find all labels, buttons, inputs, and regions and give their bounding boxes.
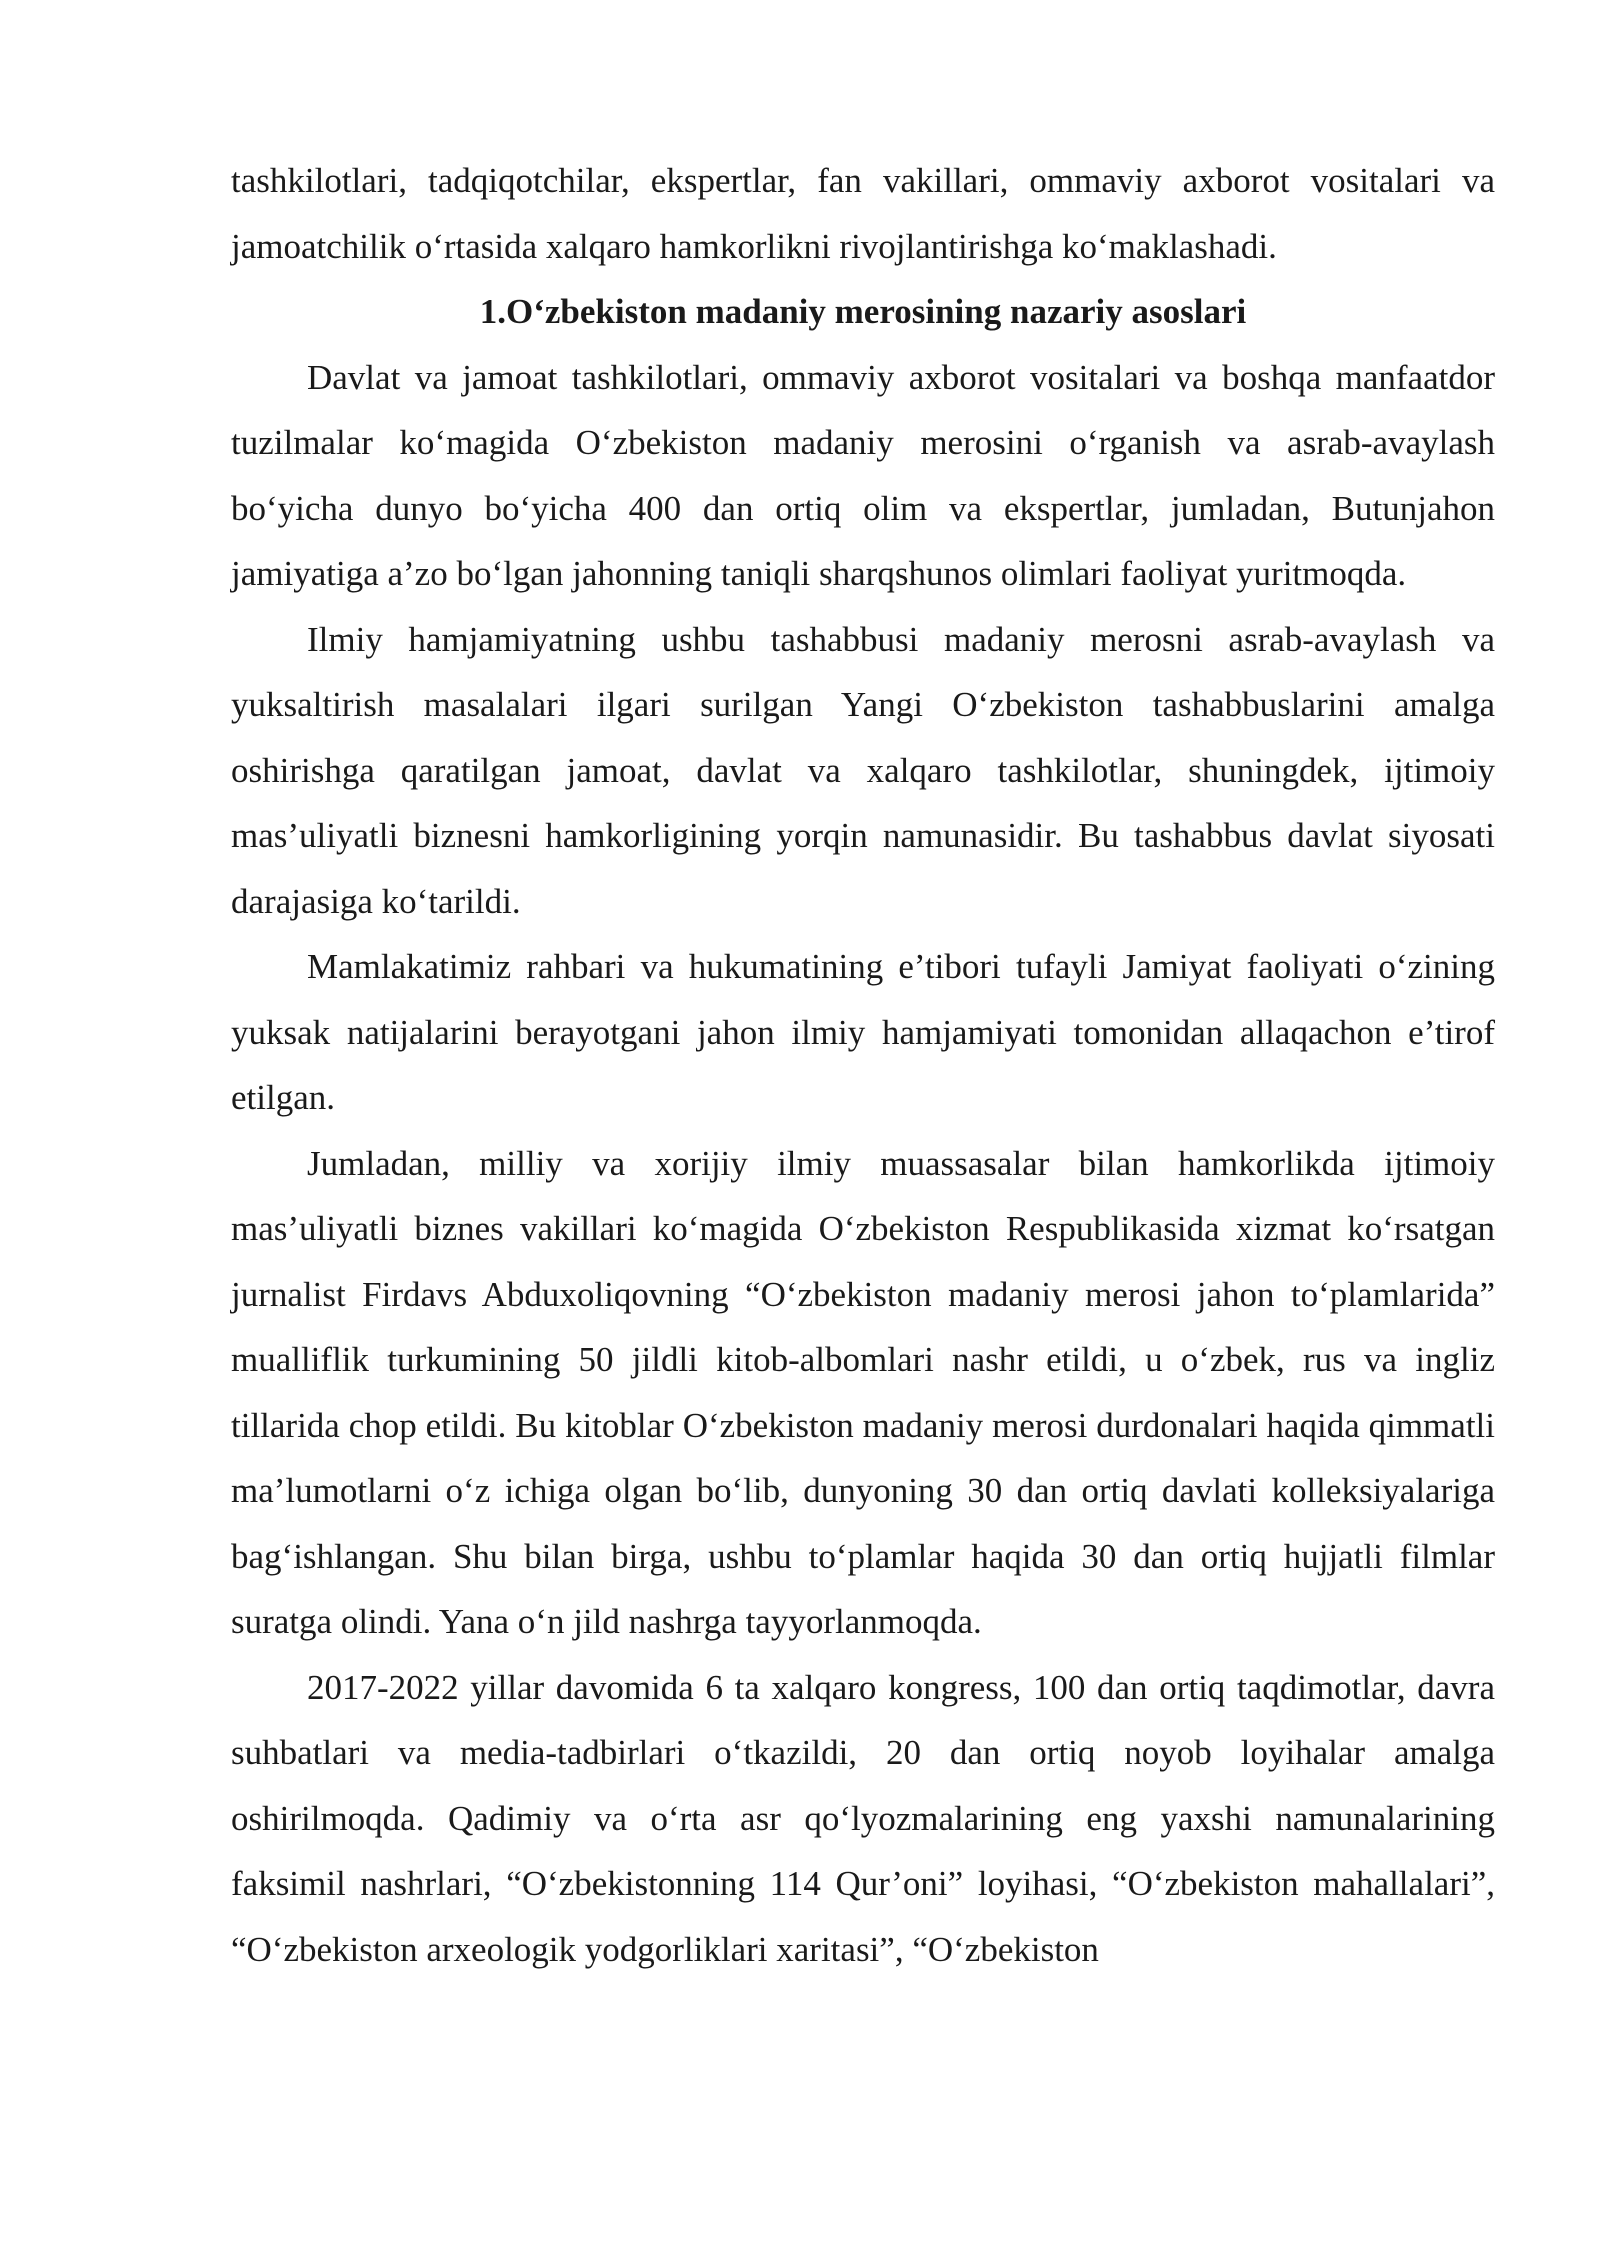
body-paragraph: 2017-2022 yillar davomida 6 ta xalqaro kongress, 100 dan ortiq taqdimotlar, davra suhbatlari va media-tadbirlari o‘tkazildi, 20 dan ortiq noyob loyihalar amalga oshirilmoqda. Qadimiy va o‘rta asr qo‘lyozmalarining eng yaxshi namunalarining faksimil nashrlari, “O‘zbekistonning 114 Qur’oni” loyihasi, “O‘zbekiston mahallalari”, “O‘zbekiston arxeologik yodgorliklari xaritasi”, “O‘zbekiston <box>231 1667 1495 1969</box>
body-paragraph: Ilmiy hamjamiyatning ushbu tashabbusi madaniy merosni asrab-avaylash va yuksaltirish masalalari ilgari surilgan Yangi O‘zbekiston tashabbuslarini amalga oshirishga qaratilgan jamoat, davlat va xalqaro tashkilotlar, shuningdek, ijtimoiy mas’uliyatli biznesni hamkorligining yorqin namunasidir. Bu tashabbus davlat siyosati darajasiga ko‘tarildi. <box>231 619 1495 921</box>
body-paragraph: Davlat va jamoat tashkilotlari, ommaviy axborot vositalari va boshqa manfaatdor tuzilmalar ko‘magida O‘zbekiston madaniy merosini o‘rganish va asrab-avaylash bo‘yicha dunyo bo‘yicha 400 dan ortiq olim va ekspertlar, jumladan, Butunjahon jamiyatiga a’zo bo‘lgan jahonning taniqli sharqshunos olimlari faoliyat yuritmoqda. <box>231 357 1495 593</box>
body-paragraph: Jumladan, milliy va xorijiy ilmiy muassasalar bilan hamkorlikda ijtimoiy mas’uliyatli biznes vakillari ko‘magida O‘zbekiston Respublikasida xizmat ko‘rsatgan jurnalist Firdavs Abduxoliqovning “O‘zbekiston madaniy merosi jahon to‘plamlarida” mualliflik turkumining 50 jildli kitob-albomlari nashr etildi, u o‘zbek, rus va ingliz tillarida chop etildi. Bu kitoblar O‘zbekiston madaniy merosi durdonalari haqida qimmatli ma’lumotlarni o‘z ichiga olgan bo‘lib, dunyoning 30 dan ortiq davlati kolleksiyalariga bag‘ishlangan. Shu bilan birga, ushbu to‘plamlar haqida 30 dan ortiq hujjatli filmlar suratga olindi. Yana o‘n jild nashrga tayyorlanmoqda. <box>231 1143 1495 1641</box>
continuation-paragraph: tashkilotlari, tadqiqotchilar, ekspertlar, fan vakillari, ommaviy axborot vositalari va jamoatchilik o‘rtasida xalqaro hamkorlikni rivojlantirishga ko‘maklashadi. <box>231 161 1495 266</box>
section-heading: 1.O‘zbekiston madaniy merosining nazariy asoslari <box>479 292 1247 331</box>
body-paragraph: Mamlakatimiz rahbari va hukumatining e’tibori tufayli Jamiyat faoliyati o‘zining yuksak natijalarini berayotgani jahon ilmiy hamjamiyati tomonidan allaqachon e’tirof etilgan. <box>231 947 1495 1117</box>
document-page <box>231 148 1495 1982</box>
